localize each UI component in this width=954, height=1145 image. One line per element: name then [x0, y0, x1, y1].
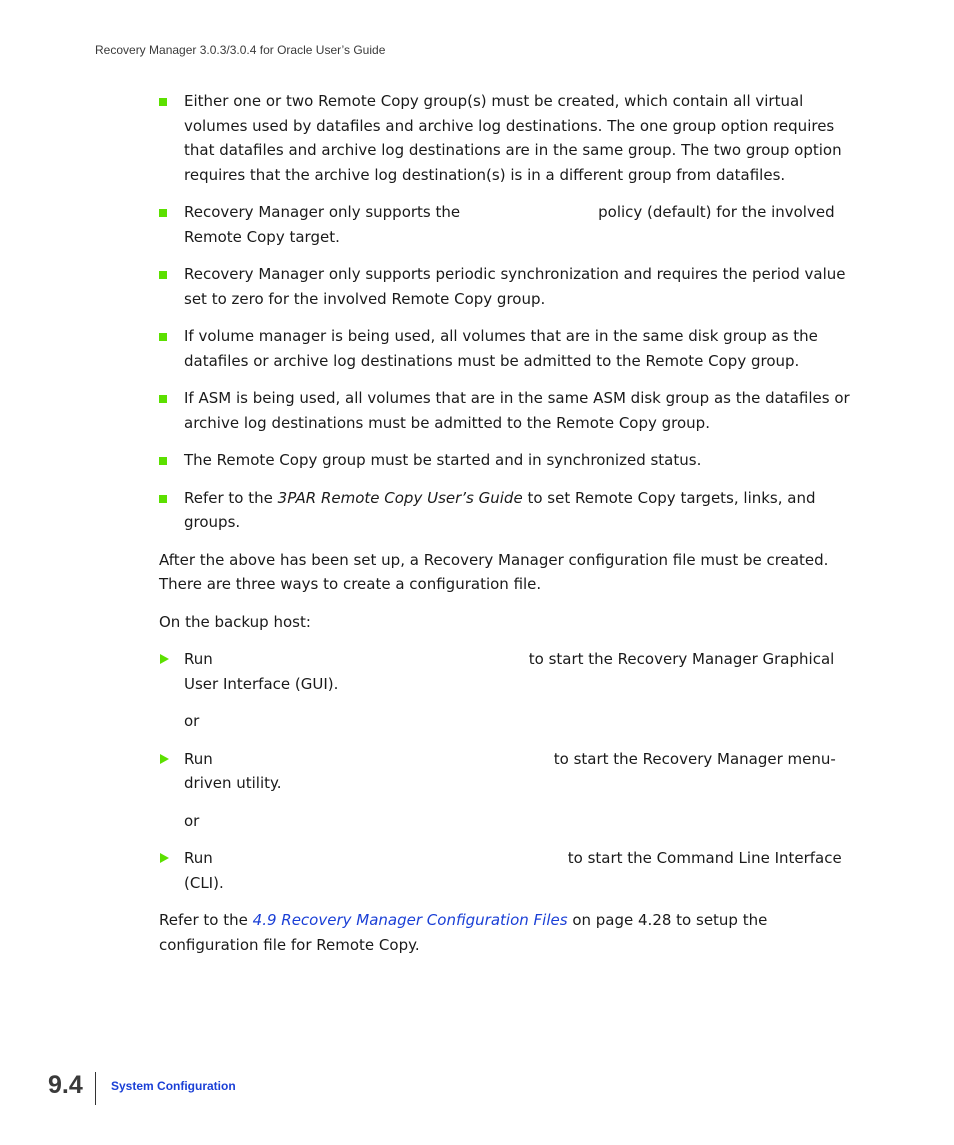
footer-section-title: System Configuration: [111, 1079, 236, 1093]
step-run-label: Run: [184, 849, 213, 867]
list-item: [159, 486, 864, 535]
list-item: [159, 448, 864, 473]
paragraph-text: on page 4.28 to setup the configuration file for Remote Copy.: [159, 911, 768, 954]
procedure-step: [159, 846, 864, 895]
page-body: [159, 89, 864, 970]
list-item-text: policy (default) for the involved Remote Copy target.: [184, 203, 835, 246]
triangle-bullet-icon: [160, 654, 169, 664]
square-bullet-icon: [159, 395, 167, 403]
step-run-label: Run: [184, 749, 213, 768]
list-item-text: Recovery Manager only supports the: [184, 203, 461, 221]
square-bullet-icon: [159, 333, 167, 341]
triangle-bullet-icon: [160, 853, 169, 863]
list-item-text: Recovery Manager only supports periodic synchronization and requires the period value set to zero for the involved Remote Copy group.: [184, 265, 846, 308]
step-run-label: Run: [184, 650, 213, 668]
square-bullet-icon: [159, 98, 167, 106]
guide-title: 3PAR Remote Copy User’s Guide: [277, 488, 523, 507]
step-text: to start the Recovery Manager Graphical User Interface (GUI).: [184, 650, 835, 693]
list-item: [159, 386, 864, 435]
config-files-link[interactable]: 4.9 Recovery Manager Configuration Files: [252, 911, 568, 929]
list-item: [159, 262, 864, 311]
list-item-text: Refer to the: [184, 488, 273, 507]
list-item: [159, 324, 864, 373]
square-bullet-icon: [159, 495, 167, 503]
list-item-text: to set Remote Copy targets, links, and groups.: [184, 488, 816, 531]
procedure-step: [159, 647, 864, 696]
footer-divider: [95, 1072, 96, 1105]
square-bullet-icon: [159, 457, 167, 465]
square-bullet-icon: [159, 209, 167, 217]
list-item: [159, 200, 864, 249]
step-text: to start the Recovery Manager menu-driven utility.: [184, 749, 836, 792]
procedure-step: [159, 747, 864, 796]
paragraph: After the above has been set up, a Recovery Manager configuration file must be created. There are three ways to create a configuration file.: [159, 550, 829, 593]
paragraph: On the backup host:: [159, 612, 311, 631]
paragraph: [159, 908, 864, 957]
running-header: Recovery Manager 3.0.3/3.0.4 for Oracle User’s Guide: [95, 43, 386, 57]
triangle-bullet-icon: [160, 754, 169, 764]
square-bullet-icon: [159, 271, 167, 279]
list-item-text: If ASM is being used, all volumes that are in the same ASM disk group as the datafiles or archive log destinations must be admitted to the Remote Copy group.: [184, 389, 850, 432]
step-text: to start the Command Line Interface (CLI).: [184, 849, 842, 892]
or-separator: or: [184, 811, 200, 830]
list-item: [159, 89, 864, 187]
list-item-text: If volume manager is being used, all volumes that are in the same disk group as the datafiles or archive log destinations must be admitted to the Remote Copy group.: [184, 327, 818, 370]
list-item-text: The Remote Copy group must be started and in synchronized status.: [184, 451, 702, 469]
page-number: 9.4: [48, 1071, 83, 1099]
list-item-text: Either one or two Remote Copy group(s) must be created, which contain all virtual volumes used by datafiles and archive log destinations. The one group option requires that datafiles and archive log destinations are in the same group. The two group option requires that the archive log destination(s) is in a different group from datafiles.: [184, 92, 842, 184]
paragraph-text: Refer to the: [159, 911, 248, 929]
or-separator: or: [184, 712, 200, 730]
